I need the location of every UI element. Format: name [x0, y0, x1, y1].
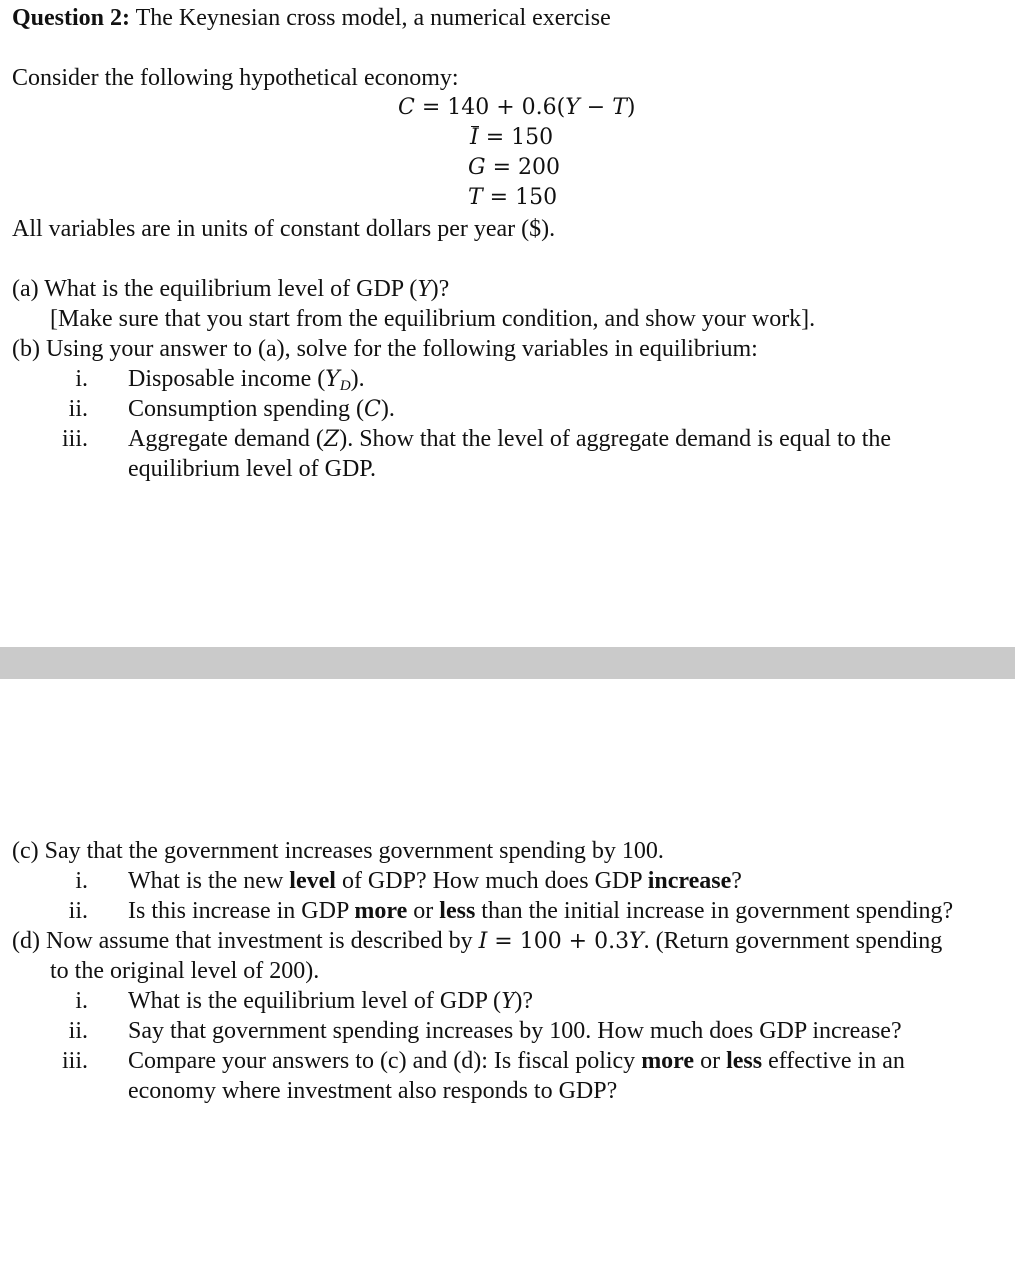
part-c-item-1: What is the new level of GDP? How much does GDP increase? — [128, 868, 742, 894]
part-c-item-1-number: i. — [75, 868, 88, 894]
part-b-item-2-number: ii. — [68, 396, 88, 422]
part-d-item-1: What is the equilibrium level of GDP (Y)? — [128, 988, 534, 1014]
part-c-item-2: Is this increase in GDP more or less than the initial increase in government spending? — [128, 898, 954, 924]
part-c-item-2-number: ii. — [68, 898, 88, 924]
equation-government: G = 200 — [468, 155, 560, 180]
part-d-item-3-number: iii. — [61, 1048, 88, 1074]
part-d-item-3: Compare your answers to (c) and (d): Is fiscal policy more or less effective in an — [128, 1048, 905, 1074]
equation-investment: I = 150 — [470, 123, 553, 153]
part-d-question: (d) Now assume that investment is described by I = 100 + 0.3Y. (Return government spending — [12, 928, 943, 954]
part-b-item-3-number: iii. — [61, 426, 88, 452]
part-a-question: (a) What is the equilibrium level of GDP (Y)? — [12, 276, 450, 302]
equation-consumption: C = 140 + 0.6(Y − T) — [398, 95, 636, 120]
part-d-item-2-number: ii. — [68, 1018, 88, 1044]
part-b-item-1-number: i. — [75, 366, 88, 392]
part-d-item-2: Say that government spending increases by 100. How much does GDP increase? — [128, 1018, 902, 1044]
intro-text: Consider the following hypothetical economy: — [12, 65, 459, 91]
part-c-question: (c) Say that the government increases government spending by 100. — [12, 838, 664, 864]
part-a-note: [Make sure that you start from the equilibrium condition, and show your work]. — [50, 306, 816, 332]
part-d-item-3-continuation: economy where investment also responds to GDP? — [128, 1078, 618, 1104]
part-d-continuation: to the original level of 200). — [50, 958, 320, 984]
part-b-item-3: Aggregate demand (Z). Show that the level of aggregate demand is equal to the — [128, 426, 892, 452]
question-label: Question 2: — [12, 5, 131, 31]
part-b-item-3-continuation: equilibrium level of GDP. — [128, 456, 376, 482]
page-separator — [0, 647, 1015, 679]
part-d-item-1-number: i. — [75, 988, 88, 1014]
units-note: All variables are in units of constant dollars per year ($). — [12, 216, 556, 242]
part-b-item-2: Consumption spending (C). — [128, 396, 395, 422]
part-b-item-1: Disposable income $(Y_D)$. — [128, 366, 365, 394]
part-b-question: (b) Using your answer to (a), solve for the following variables in equilibrium: — [12, 336, 758, 362]
question-title: The Keynesian cross model, a numerical exercise — [130, 5, 611, 31]
question-heading — [12, 3, 611, 33]
equation-taxes: T = 150 — [468, 185, 558, 210]
